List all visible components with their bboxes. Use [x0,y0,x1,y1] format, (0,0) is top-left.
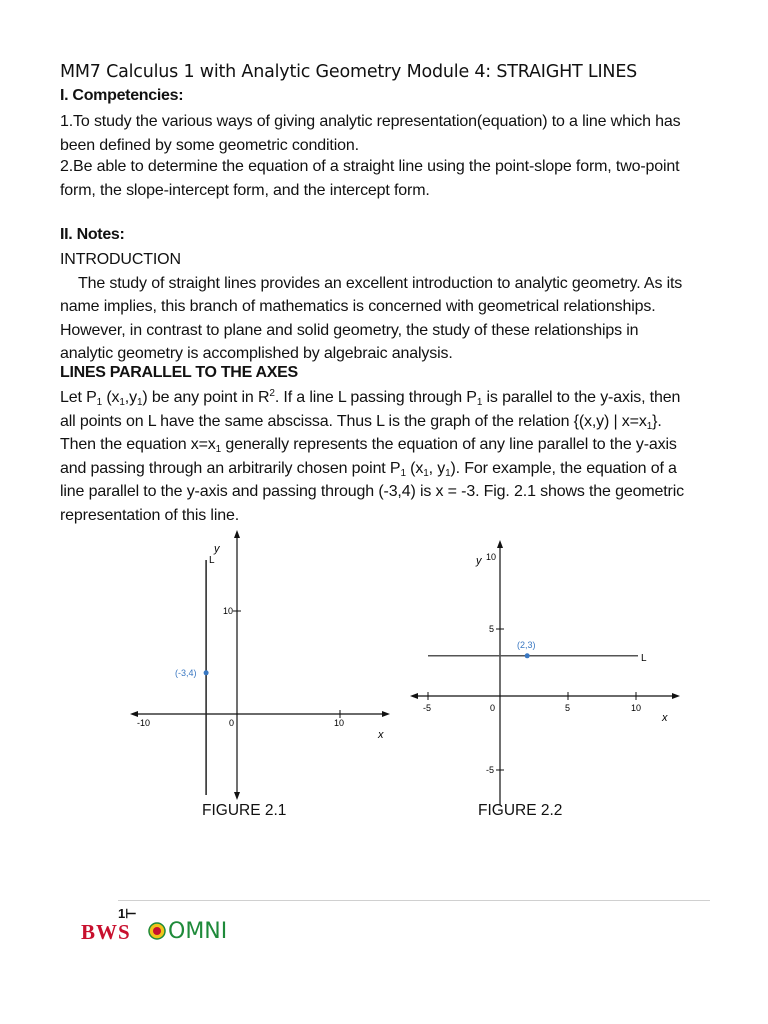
parallel-axes-heading: LINES PARALLEL TO THE AXES [60,364,298,381]
competency-1-line: been defined by some geometric condition. [60,136,359,154]
fig2-x-arrow-left [410,693,418,699]
fig1-x-arrow-right [382,711,390,717]
fig1-tick-label-x10: 10 [334,718,345,728]
competencies-heading: I. Competencies: [60,87,184,104]
document-title: MM7 Calculus 1 with Analytic Geometry Module 4: STRAIGHT LINES [60,62,638,82]
competency-2 [60,155,715,202]
intro-line-text: The study of straight lines provides an excellent introduction to analytic geometry. As its [78,274,683,292]
fig2-point [525,653,530,658]
parallel-line-5: line parallel to the y-axis and passing through (-3,4) is x = -3. Fig. 2.1 shows the geometric [60,483,684,500]
fig2-x-label: x [662,712,668,724]
intro-line: analytic geometry is accomplished by algebraic analysis. [60,345,453,362]
parallel-line-2: all points on L have the same abscissa. Thus L is the graph of the relation {(x,y) | $x=x_1$}. [60,412,662,432]
fig2-tick-label-y5: 5 [489,624,495,634]
seal-icon [148,922,166,940]
fig2-tick-label-x10: 10 [631,703,642,713]
fig1-tick-label-y10: 10 [223,606,234,616]
parallel-line-3: Then the equation $x=x_1$ generally represents the equation of any line parallel to the y-axis [60,436,677,455]
fig1-x-label: x [378,729,384,741]
fig1-tick-label-xneg10: -10 [137,718,151,728]
fig1-y-arrow-down [234,792,240,800]
fig2-tick-label-y10: 10 [486,552,497,562]
notes-heading: II. Notes: [60,226,125,243]
fig2-tick-label-yneg5: -5 [486,765,495,775]
fig2-line-label: L [641,653,647,664]
figure-2-1 [130,530,390,800]
fig1-y-arrow-up [234,530,240,538]
fig2-x-arrow-right [672,693,680,699]
parallel-line-6: representation of this line. [60,506,240,524]
intro-line: name implies, this branch of mathematics is concerned with geometrical relationships. [60,298,656,315]
introduction-section [60,248,715,366]
figure-2-1-caption: FIGURE 2.1 [202,802,287,819]
fig2-tick-label-x5: 5 [565,703,571,713]
intro-line: However, in contrast to plane and solid geometry, the study of these relationships in [60,321,639,339]
page-mark: ⊢ [125,906,137,921]
footer-rule [118,900,710,901]
fig1-line-label: L [209,555,215,566]
fig1-tick-label-origin: 0 [229,718,235,728]
logo-bws-text: BWS [81,920,131,944]
introduction-heading: INTRODUCTION [60,251,181,268]
parallel-axes-text [60,386,715,527]
competency-2-line: form, the slope-intercept form, and the intercept form. [60,181,430,199]
figure-2-2-caption: FIGURE 2.2 [478,802,563,819]
competency-1 [60,110,715,157]
figure-2-2 [410,540,680,810]
fig1-y-label: y [214,543,220,555]
parallel-line-1: Let $P_1$ $(x_1,y_1)$ be any point in $R^2$. If a line L passing through $P_1$ is parallel to the y-axis, then [60,388,681,408]
intro-line [60,272,715,296]
fig1-x-arrow-left [130,711,138,717]
fig2-point-label: (2,3) [517,640,536,650]
parallel-line-4: and passing through an arbitrarily chosen point $P_1$ ($x_1$, $y_1$). For example, the equation of a [60,459,677,479]
fig2-tick-label-xneg5: -5 [423,703,432,713]
page-number-value: 1 [118,906,126,921]
fig1-point-label: (-3,4) [175,668,197,678]
competency-2-line: 2.Be able to determine the equation of a straight line using the point-slope form, two-point [60,158,680,175]
fig2-y-arrow-up [497,540,503,548]
fig2-tick-label-origin: 0 [490,703,496,713]
fig2-y-label: y [476,555,482,567]
fig1-point [204,670,209,675]
competency-1-line: 1.To study the various ways of giving analytic representation(equation) to a line which has [60,113,681,130]
logo-omni-text: OMNI [168,919,228,944]
